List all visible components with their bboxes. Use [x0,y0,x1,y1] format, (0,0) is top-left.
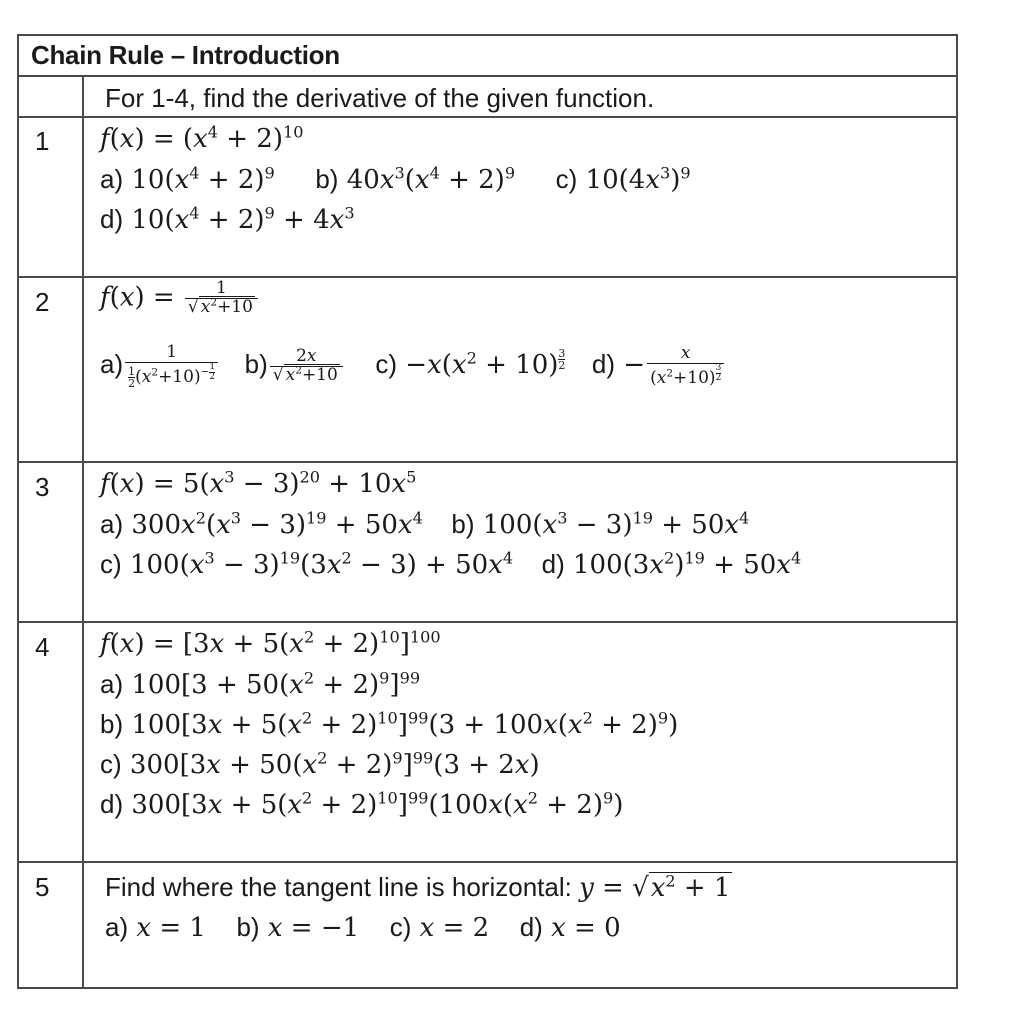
row-divider [17,116,958,118]
table-border-left [17,34,19,989]
choice-b[interactable]: b) $\frac{2x}{√ x^2+10}$ [245,350,345,380]
choice-b[interactable]: b) $100(x^3 - 3)^{19} + 50x^4$ [451,508,750,540]
choice-d[interactable]: d) $100(3x^2)^{19} + 50x^4$ [541,548,802,580]
row-divider [17,75,958,77]
choice-b[interactable]: b) x = −1 [236,912,360,943]
choice-c[interactable]: c) $10(4x^3)^9$ [555,163,691,195]
choice-a[interactable]: a) 1 $\frac{1}{2}$ $(x^2+10)^{- \frac{1}{2}}$ [100,350,220,380]
choice-b[interactable]: b) $40x^3(x^4 + 2)^9$ [315,163,516,195]
worksheet-table [17,34,958,989]
table-border-top [17,34,958,36]
choice-a[interactable]: a) $300x^2(x^3 - 3)^{19} + 50x^4$ [100,508,423,540]
problem-3-question: $f(x) = 5(x^3 - 3)^{20} + 10x^5$ [100,467,417,499]
problem-number: 2 [35,287,50,317]
problem-4-choice-b[interactable]: b) $100[3x + 5(x^2 + 2)^{10}]^{99}(3 + 100x(x^2 + 2)^9)$ [100,708,679,740]
problem-4-question: $f(x) = [3x + 5(x^2 + 2)^{10}]^{100}$ [100,627,441,659]
choice-d[interactable]: d) − x $(x^2+10)$ $^{\frac{3}{2}}$ [592,350,726,380]
problem-number: 4 [35,632,50,662]
table-border-bottom [17,987,958,989]
problem-2-choices-row [100,344,726,389]
problem-1-choices-row [100,163,691,195]
problem-1-choices-row [100,203,355,235]
problem-5-question: Find where the tangent line is horizontal: $y = √x^2 + 1$ [105,871,731,903]
instructions: For 1-4, find the derivative of the given function. [105,83,655,113]
problem-5-prompt: Find where the tangent line is horizontal: [105,872,572,902]
problem-4-choice-d[interactable]: d) $300[3x + 5(x^2 + 2)^{10}]^{99}(100x(x^2 + 2)^9)$ [100,788,624,820]
problem-4-choice-c[interactable]: c) $300[3x + 50(x^2 + 2)^9]^{99}(3 + 2x)$ [100,748,540,780]
choice-d[interactable]: d) $10(x^4 + 2)^9 + 4x^3$ [100,203,355,235]
problem-number: 1 [35,126,50,156]
row-divider [17,621,958,623]
row-divider [17,461,958,463]
choice-c[interactable]: c) x = 2 [389,912,490,943]
problem-number: 3 [35,472,50,502]
row-divider [17,276,958,278]
choice-c[interactable]: $c) -x(x^2 + 10)$ $^{\frac{3}{2}}$ [375,346,566,381]
problem-1-question: $f(x) = (x^4 + 2)^{10}$ [100,122,304,154]
choice-d[interactable]: d) x = 0 [519,912,621,943]
problem-number: 5 [35,872,50,902]
choice-a[interactable]: a) x = 1 [105,912,206,943]
table-border-right [956,34,958,989]
problem-4-choice-a[interactable]: a) $100[3 + 50(x^2 + 2)^9]^{99}$ [100,668,421,700]
problem-3-choices-row [100,548,802,580]
problem-2-question: f(x) = $\frac{1}{√ x^2+10}$ [100,280,260,317]
problem-3-choices-row [100,508,750,540]
choice-c[interactable]: c) $100(x^3 - 3)^{19}(3x^2 - 3) + 50x^4$ [100,548,514,580]
page-title: Chain Rule – Introduction [31,40,340,70]
row-divider [17,861,958,863]
choice-a[interactable]: a) $10(x^4 + 2)^9$ [100,163,275,195]
problem-5-choices-row [105,914,621,941]
column-divider [82,76,84,989]
